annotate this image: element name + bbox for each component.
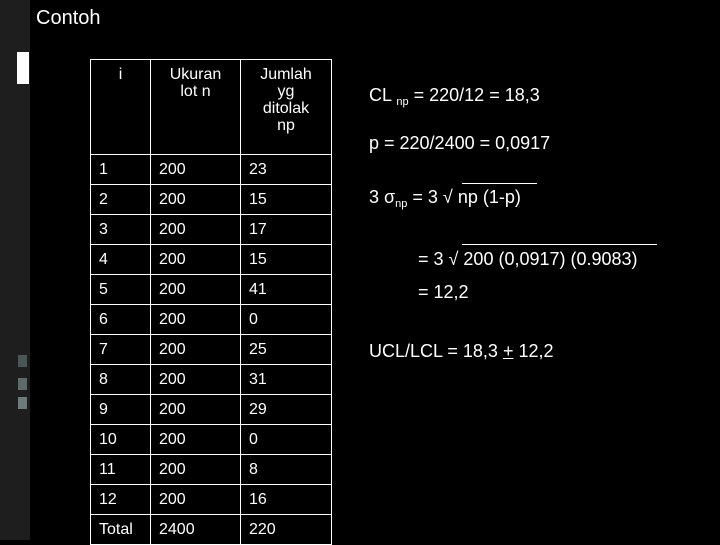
table-row [91, 335, 332, 365]
table-cell-i: 7 [91, 335, 151, 365]
table-cell-n: 2400 [151, 515, 241, 545]
sigma-radicand: np (1-p) [457, 187, 521, 207]
table-cell-i: 3 [91, 215, 151, 245]
table-cell-i: 11 [91, 455, 151, 485]
table-row [91, 245, 332, 275]
expand-radicand: 200 (0,0917) (0.9083) [463, 249, 638, 269]
sidebar-marker [18, 355, 27, 367]
table-cell-n: 200 [151, 275, 241, 305]
expand-prefix: = 3 √ [418, 249, 459, 269]
table-cell-np: 8 [241, 455, 332, 485]
sigma-mid: = 3 √ [412, 187, 453, 207]
table-header-row [91, 60, 332, 155]
table-cell-i: 10 [91, 425, 151, 455]
table-cell-np: 29 [241, 395, 332, 425]
expand-radical-bar [462, 244, 657, 245]
table-row [91, 515, 332, 545]
slide-accent-block [17, 52, 29, 84]
table-cell-i: 9 [91, 395, 151, 425]
table-cell-i: 2 [91, 185, 151, 215]
slide-title: Contoh [36, 7, 101, 29]
table-cell-np: 16 [241, 485, 332, 515]
table-row [91, 215, 332, 245]
ucl-suffix: 12,2 [518, 341, 554, 361]
data-table [90, 59, 332, 545]
table-cell-np: 17 [241, 215, 332, 245]
ucl-plusminus: + [502, 341, 514, 361]
header-jumlah-label: Jumlah yg ditolak np [260, 66, 312, 134]
table-cell-np: 220 [241, 515, 332, 545]
cl-rest: = 220/12 = 18,3 [413, 85, 540, 105]
table-row [91, 185, 332, 215]
table-cell-n: 200 [151, 335, 241, 365]
table-row [91, 275, 332, 305]
table-cell-n: 200 [151, 425, 241, 455]
sigma-expand-line [418, 249, 638, 270]
table-cell-np: 15 [241, 185, 332, 215]
table-cell-i: 4 [91, 245, 151, 275]
table-row [91, 365, 332, 395]
table-cell-n: 200 [151, 365, 241, 395]
table-row [91, 425, 332, 455]
cl-line [369, 85, 540, 108]
cl-prefix: CL [369, 85, 392, 105]
header-jumlah [241, 60, 332, 155]
table-cell-np: 25 [241, 335, 332, 365]
table-row [91, 155, 332, 185]
table-body [91, 155, 332, 545]
sidebar-marker [18, 397, 27, 409]
sigma-prefix: 3 σ [369, 187, 396, 207]
table-cell-i: 5 [91, 275, 151, 305]
table-cell-np: 31 [241, 365, 332, 395]
table-cell-n: 200 [151, 305, 241, 335]
table-cell-i: 6 [91, 305, 151, 335]
sigma-sub: np [395, 198, 408, 210]
table-cell-i: 1 [91, 155, 151, 185]
table-cell-i: 8 [91, 365, 151, 395]
table-row [91, 305, 332, 335]
p-line: p = 220/2400 = 0,0917 [369, 133, 551, 153]
ucl-prefix: UCL/LCL = 18,3 [369, 341, 498, 361]
table-cell-n: 200 [151, 245, 241, 275]
sigma-line [369, 187, 521, 210]
header-i-label: i [118, 66, 123, 83]
table-cell-np: 0 [241, 425, 332, 455]
table-row [91, 455, 332, 485]
header-i [91, 60, 151, 155]
table-row [91, 395, 332, 425]
cl-sub: np [396, 96, 409, 108]
table-cell-n: 200 [151, 215, 241, 245]
table-cell-n: 200 [151, 185, 241, 215]
table-cell-i: 12 [91, 485, 151, 515]
sigma-radical-bar [462, 183, 537, 184]
ucl-lcl-line [369, 341, 554, 362]
header-ukuran-label: Ukuran lot n [169, 66, 222, 100]
table-cell-np: 15 [241, 245, 332, 275]
table-cell-n: 200 [151, 485, 241, 515]
table-cell-n: 200 [151, 395, 241, 425]
table-cell-np: 23 [241, 155, 332, 185]
sigma-result-line: = 12,2 [418, 282, 469, 302]
table-cell-n: 200 [151, 155, 241, 185]
table-cell-i: Total [91, 515, 151, 545]
header-ukuran [151, 60, 241, 155]
table-row [91, 485, 332, 515]
sidebar-marker [18, 378, 27, 390]
table-cell-np: 41 [241, 275, 332, 305]
table-cell-n: 200 [151, 455, 241, 485]
table-cell-np: 0 [241, 305, 332, 335]
